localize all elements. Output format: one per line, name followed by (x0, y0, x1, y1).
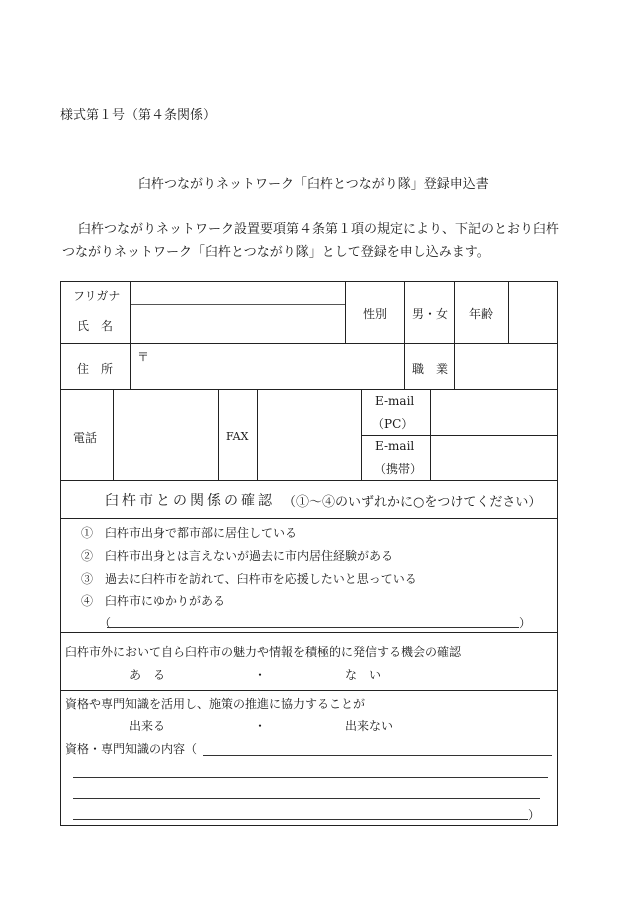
intro-line-1: 臼杵つながりネットワーク設置要項第４条第１項の規定により、下記のとおり臼杵 (78, 222, 560, 237)
dissemination-question: 臼杵市外において自ら臼杵市の魅力や情報を積極的に発信する機会の確認 (65, 645, 462, 659)
email-mobile-field[interactable] (432, 437, 556, 478)
skills-content-line-4[interactable] (73, 819, 528, 820)
email-mobile-label-line2: （携帯） (374, 462, 423, 476)
occupation-field[interactable] (456, 345, 556, 387)
relation-option-1[interactable]: ① 臼杵市出身で都市部に居住している (81, 526, 298, 540)
furigana-field[interactable] (132, 284, 343, 303)
dissemination-separator: ・ (254, 668, 267, 682)
page-title: 臼杵つながりネットワーク「臼杵とつながり隊」登録申込書 (138, 177, 489, 192)
age-label: 年齢 (469, 307, 494, 321)
email-pc-field[interactable] (432, 391, 556, 433)
registration-form (60, 281, 558, 826)
address-field[interactable] (132, 345, 402, 387)
name-label: 氏 名 (77, 319, 114, 333)
skills-content-label: 資格・専門知識の内容（ (65, 742, 198, 756)
fax-field[interactable] (259, 391, 359, 478)
relation-option-2[interactable]: ② 臼杵市出身とは言えないが過去に市内居住経験がある (81, 549, 394, 563)
address-label: 住 所 (77, 362, 114, 376)
skills-content-line-1[interactable] (203, 755, 552, 756)
relation-paren-close: ） (519, 616, 532, 630)
intro-line-2: つながりネットワーク「臼杵とつながり隊」として登録を申し込みます。 (62, 245, 490, 260)
dissemination-yes[interactable]: あ る (129, 668, 166, 682)
relation-note: （①～④のいずれかに○をつけてください） (283, 495, 542, 510)
relation-title: 臼杵市との関係の確認 (105, 493, 275, 509)
gender-label: 性別 (363, 307, 388, 321)
skills-content-line-3[interactable] (73, 798, 540, 799)
furigana-label: フリガナ (73, 289, 121, 303)
skills-no[interactable]: 出来ない (345, 719, 394, 733)
email-pc-label-line2: （PC） (372, 417, 414, 431)
phone-field[interactable] (115, 391, 216, 478)
skills-content-close: ） (528, 808, 541, 822)
relation-other-field[interactable] (107, 627, 519, 628)
relation-option-4[interactable]: ④ 臼杵市にゆかりがある (81, 594, 226, 608)
skills-yes[interactable]: 出来る (129, 719, 166, 733)
skills-content-line-2[interactable] (73, 777, 548, 778)
dissemination-no[interactable]: な い (345, 668, 382, 682)
fax-label: FAX (226, 430, 249, 443)
gender-options[interactable]: 男・女 (412, 307, 449, 321)
occupation-label: 職 業 (412, 362, 449, 376)
form-number: 様式第１号（第４条関係） (60, 108, 217, 123)
name-field[interactable] (132, 307, 343, 341)
skills-question: 資格や専門知識を活用し、施策の推進に協力することが (65, 697, 366, 711)
relation-paren-open: （ (99, 616, 112, 630)
postal-mark: 〒 (137, 350, 150, 364)
skills-separator: ・ (254, 719, 267, 733)
phone-label: 電話 (73, 431, 98, 445)
email-mobile-label-line1: E-mail (375, 439, 415, 453)
email-pc-label-line1: E-mail (375, 394, 415, 408)
age-field[interactable] (510, 284, 556, 341)
relation-option-3[interactable]: ③ 過去に臼杵市を訪れて、臼杵市を応援したいと思っている (81, 572, 417, 586)
